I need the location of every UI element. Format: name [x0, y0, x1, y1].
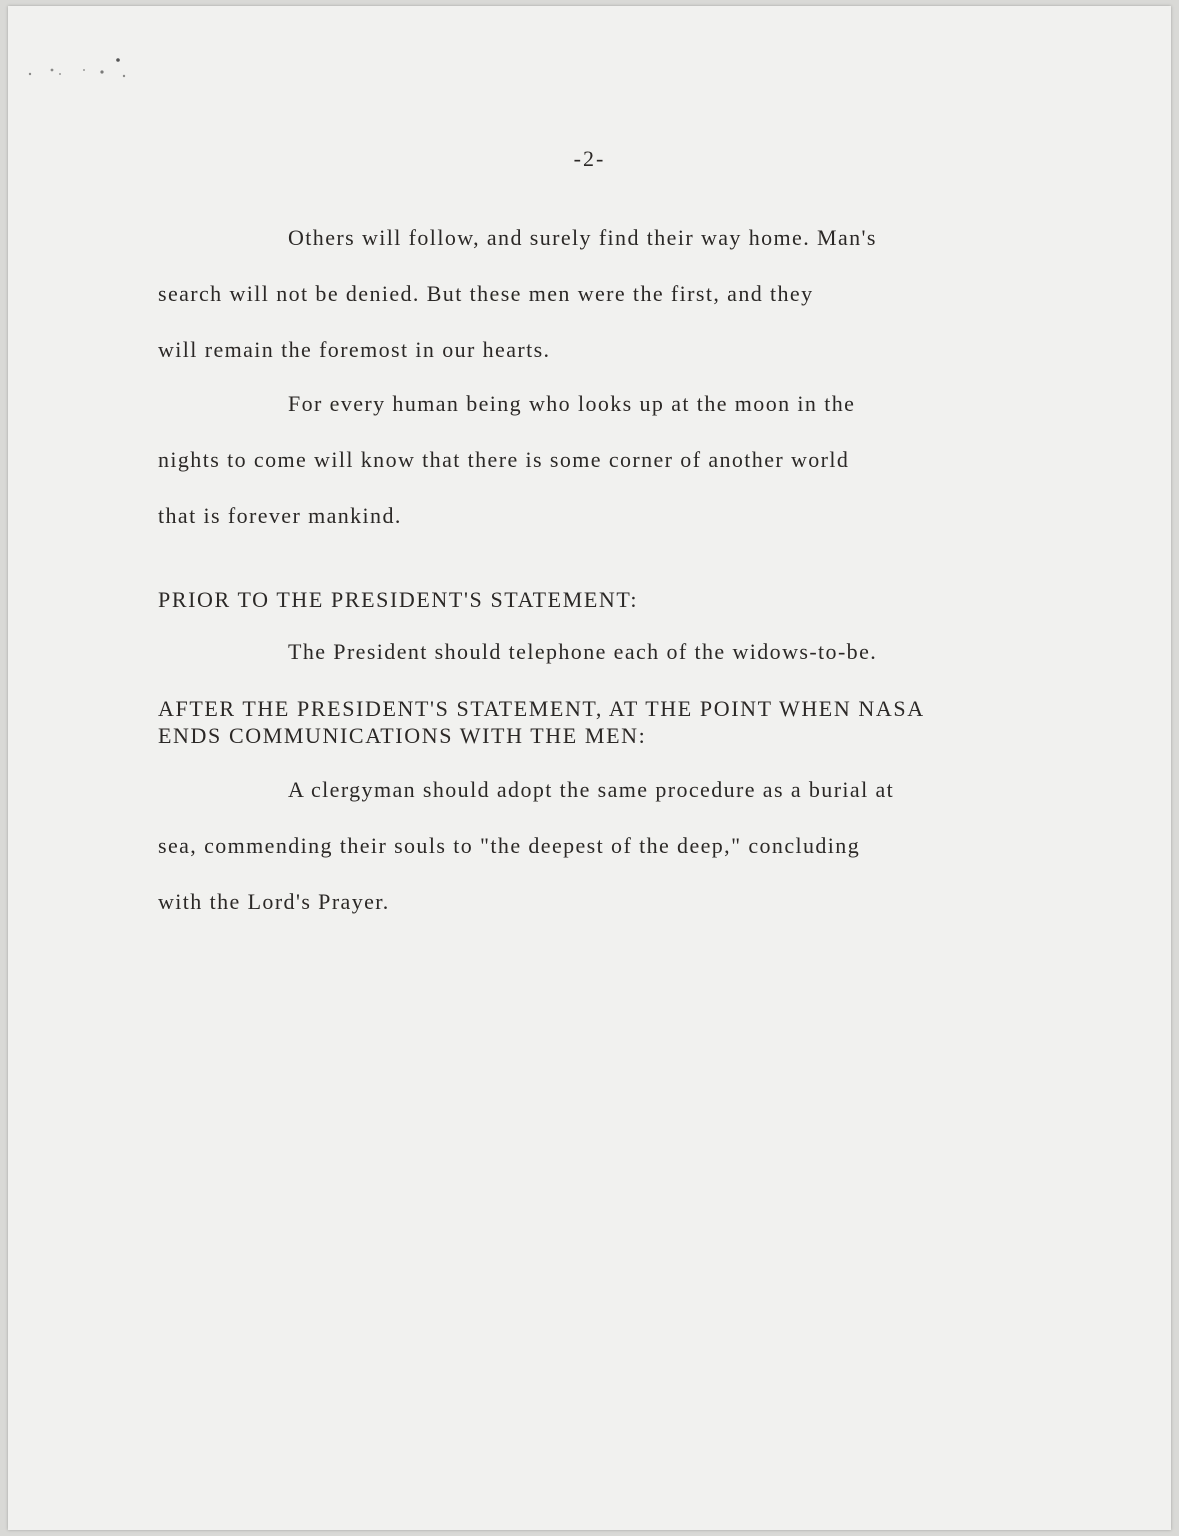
heading-line: ENDS COMMUNICATIONS WITH THE MEN:: [158, 723, 647, 748]
text-line: that is forever mankind.: [158, 503, 402, 528]
paragraph-others-will-follow: [158, 210, 1058, 378]
text-line: A clergyman should adopt the same procedure as a burial at: [288, 777, 895, 802]
text-line: The President should telephone each of the widows-to-be.: [288, 639, 878, 664]
paragraph-telephone-widows: [158, 624, 1058, 680]
text-line: search will not be denied. But these men were the first, and they: [158, 281, 814, 306]
document-page: [8, 6, 1171, 1530]
heading-after-statement: [158, 695, 1058, 749]
paper-specks: [22, 54, 132, 84]
text-line: sea, commending their souls to "the deepest of the deep," concluding: [158, 833, 861, 858]
heading-line: PRIOR TO THE PRESIDENT'S STATEMENT:: [158, 587, 639, 612]
text-line: nights to come will know that there is some corner of another world: [158, 447, 850, 472]
heading-prior-to-statement: [158, 586, 1058, 613]
page-number: -2-: [573, 146, 606, 171]
text-line: Others will follow, and surely find their way home. Man's: [288, 225, 877, 250]
text-line: For every human being who looks up at the moon in the: [288, 391, 856, 416]
paragraph-clergyman: [158, 762, 1058, 930]
text-line: will remain the foremost in our hearts.: [158, 337, 551, 362]
text-line: with the Lord's Prayer.: [158, 889, 390, 914]
heading-line: AFTER THE PRESIDENT'S STATEMENT, AT THE POINT WHEN NASA: [158, 696, 925, 721]
paragraph-every-human-being: [158, 376, 1058, 544]
